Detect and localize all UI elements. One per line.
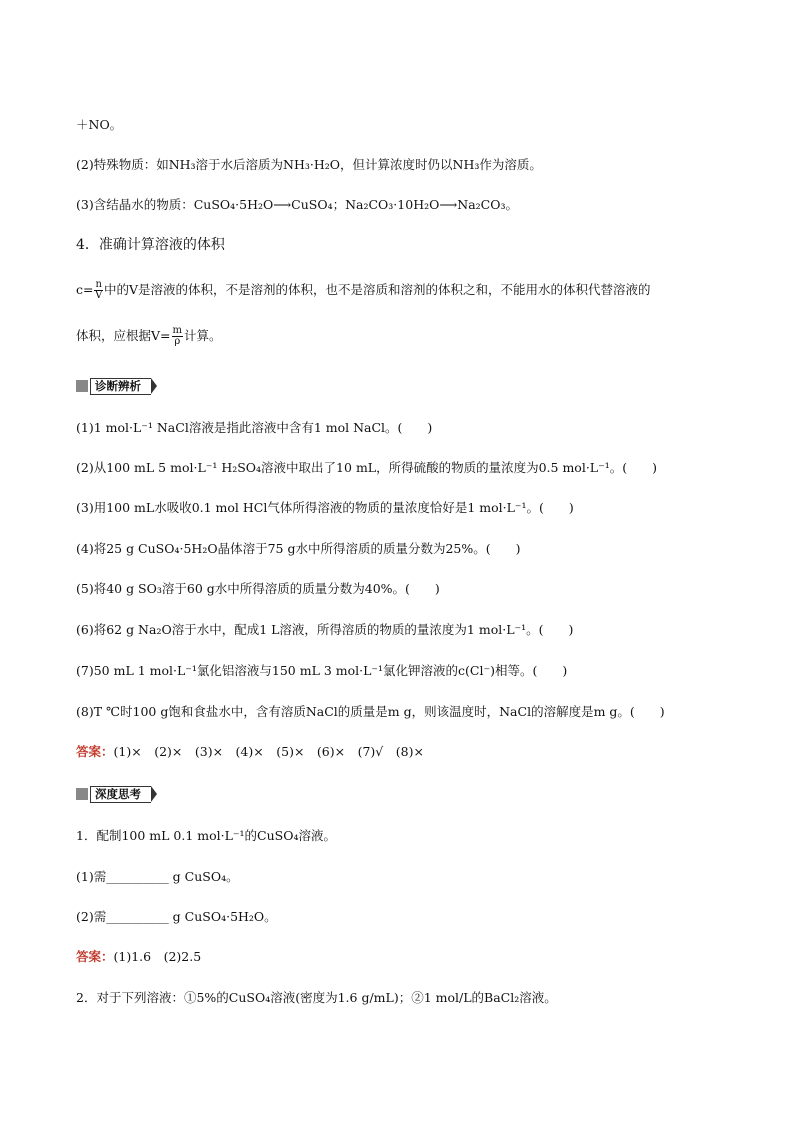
formula-prefix: 体积，应根据V= bbox=[76, 328, 171, 343]
question-item: (8)T ℃时100 g饱和食盐水中，含有溶质NaCl的质量是m g，则该温度时，NaCl的溶解度是m g。( ) bbox=[76, 704, 665, 719]
question-item: (7)50 mL 1 mol·L⁻¹氯化铝溶液与150 mL 3 mol·L⁻¹氯化钾溶液的c(Cl⁻)相等。( ) bbox=[76, 663, 568, 678]
text-line: (3)含结晶水的物质：CuSO₄·5H₂O⟶CuSO₄；Na₂CO₃·10H₂O⟶Na₂CO₃。 bbox=[76, 197, 518, 212]
answer-label: 答案： bbox=[76, 949, 114, 964]
question-item: (5)将40 g SO₃溶于60 g水中所得溶质的质量分数为40%。( ) bbox=[76, 581, 440, 596]
answer-text: (1)× (2)× (3)× (4)× (5)× (6)× (7)√ (8)× bbox=[113, 744, 424, 759]
tag-square-icon bbox=[76, 788, 88, 800]
text-line: (2)特殊物质：如NH₃溶于水后溶质为NH₃·H₂O，但计算浓度时仍以NH₃作为溶质。 bbox=[76, 157, 542, 172]
answer-line bbox=[76, 948, 201, 966]
answer-label: 答案： bbox=[76, 744, 114, 759]
question-item: (3)用100 mL水吸收0.1 mol HCl气体所得溶液的物质的量浓度恰好是1 mol·L⁻¹。( ) bbox=[76, 500, 574, 515]
question-item: (2)从100 mL 5 mol·L⁻¹ H₂SO₄溶液中取出了10 mL，所得硫酸的物质的量浓度为0.5 mol·L⁻¹。( ) bbox=[76, 460, 657, 475]
formula-prefix: c= bbox=[76, 282, 94, 297]
section-heading: 4．准确计算溶液的体积 bbox=[76, 237, 225, 253]
fraction-numerator: m bbox=[172, 325, 182, 336]
fraction bbox=[172, 326, 183, 347]
fraction-denominator: ρ bbox=[174, 336, 181, 347]
formula-text: 计算。 bbox=[184, 328, 222, 343]
section-tag-label: 深度思考 bbox=[90, 786, 151, 803]
fraction bbox=[94, 280, 102, 301]
text-line-formula bbox=[76, 326, 222, 347]
question-item: 1．配制100 mL 0.1 mol·L⁻¹的CuSO₄溶液。 bbox=[76, 828, 336, 843]
question-item: 2．对于下列溶液：①5%的CuSO₄溶液(密度为1.6 g/mL)；②1 mol/L的BaCl₂溶液。 bbox=[76, 990, 557, 1005]
answer-line bbox=[76, 743, 424, 761]
section-tag-deep-thinking bbox=[76, 786, 151, 802]
question-item: (2)需__________ g CuSO₄·5H₂O。 bbox=[76, 909, 277, 924]
section-tag-diagnosis bbox=[76, 378, 151, 394]
fraction-numerator: n bbox=[95, 279, 102, 290]
question-item: (1)需__________ g CuSO₄。 bbox=[76, 869, 239, 884]
question-item: (6)将62 g Na₂O溶于水中，配成1 L溶液，所得溶质的物质的量浓度为1 mol·L⁻¹。( ) bbox=[76, 622, 574, 637]
question-item: (4)将25 g CuSO₄·5H₂O晶体溶于75 g水中所得溶质的质量分数为25%。( ) bbox=[76, 541, 521, 556]
text-line: ＋NO。 bbox=[76, 117, 123, 132]
section-tag-label: 诊断辨析 bbox=[90, 378, 151, 395]
tag-square-icon bbox=[76, 380, 88, 392]
fraction-denominator: V bbox=[95, 290, 103, 301]
question-item: (1)1 mol·L⁻¹ NaCl溶液是指此溶液中含有1 mol NaCl。( ) bbox=[76, 420, 433, 435]
formula-text: 中的V是溶液的体积，不是溶剂的体积，也不是溶质和溶剂的体积之和，不能用水的体积代替溶液的 bbox=[103, 282, 651, 297]
text-line-formula bbox=[76, 280, 650, 301]
answer-text: (1)1.6 (2)2.5 bbox=[113, 949, 202, 964]
